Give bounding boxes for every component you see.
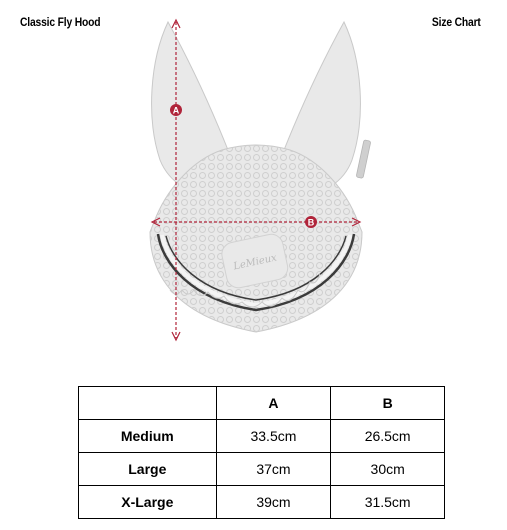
page-title: Classic Fly Hood: [20, 15, 101, 29]
size-table: [78, 386, 445, 519]
size-label: X-Large: [79, 486, 217, 519]
table-row: [79, 453, 445, 486]
ear-tag: [356, 140, 371, 179]
measure-b-value: 26.5cm: [331, 420, 445, 453]
size-label: Medium: [79, 420, 217, 453]
measure-b-value: 31.5cm: [331, 486, 445, 519]
brand-mark: LeMieux: [232, 252, 278, 273]
size-label: Large: [79, 453, 217, 486]
table-row: [79, 420, 445, 453]
table-row: [79, 486, 445, 519]
measure-a-value: 33.5cm: [216, 420, 331, 453]
table-header-b: B: [331, 387, 445, 420]
measure-a-value: 39cm: [216, 486, 331, 519]
marker-a-label: A: [172, 105, 180, 116]
measure-a-value: 37cm: [216, 453, 331, 486]
measure-b-value: 30cm: [331, 453, 445, 486]
table-header-a: A: [216, 387, 331, 420]
size-chart-label: Size Chart: [432, 15, 481, 29]
table-header-cell: [79, 387, 217, 420]
table-header-row: [79, 387, 445, 420]
marker-b-label: B: [307, 217, 315, 228]
